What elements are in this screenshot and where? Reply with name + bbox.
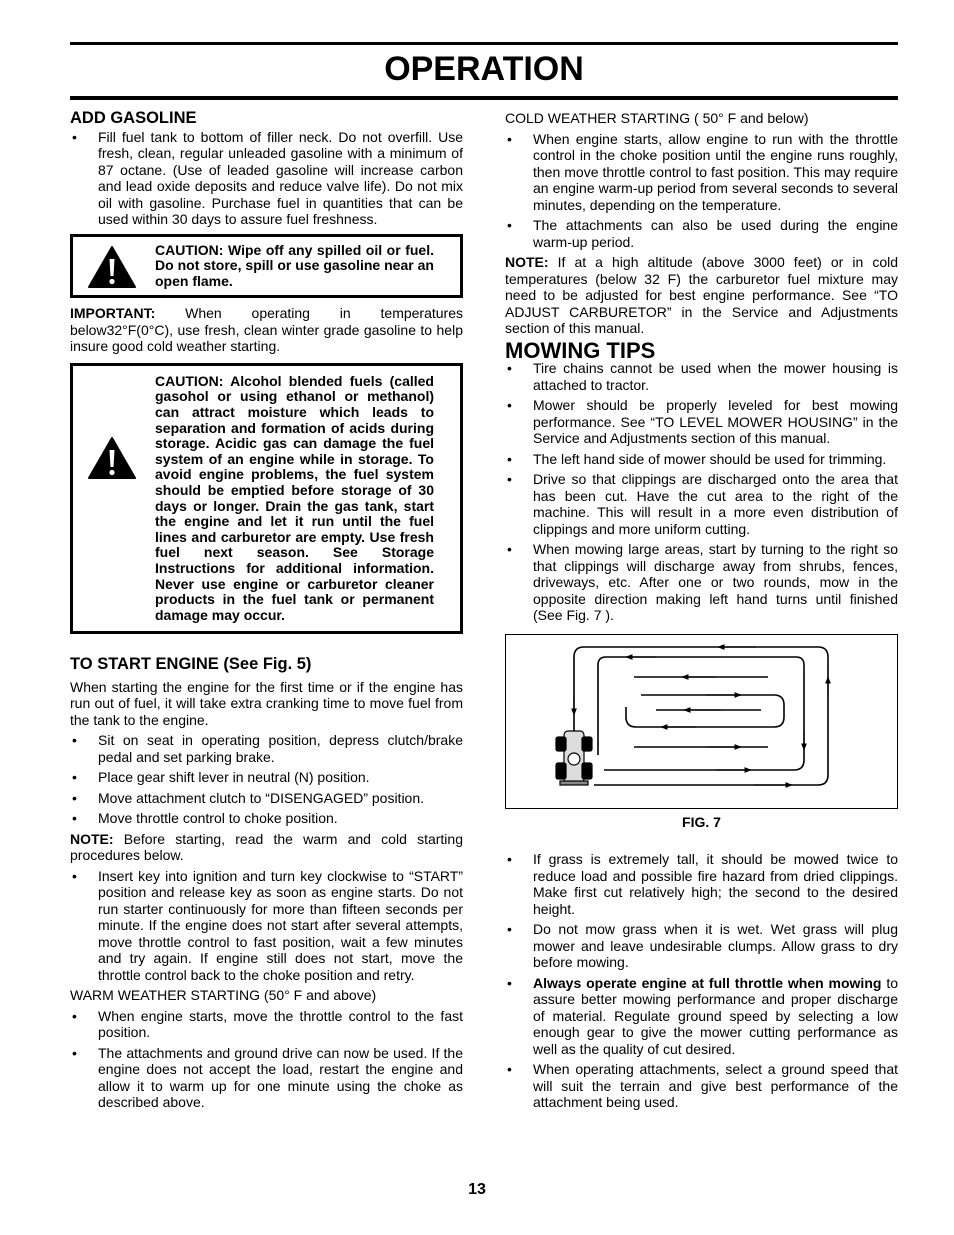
start-engine-heading: TO START ENGINE (See Fig. 5) [70, 655, 312, 674]
throttle-bold-text: Always operate engine at full throttle when mowing [533, 974, 882, 991]
list-item: • The left hand side of mower should be used for trimming. [505, 451, 898, 468]
caution-text: CAUTION: Alcohol blended fuels (called gasohol or using ethanol or methanol) can attract moisture which leads to separation and formation of acids during storage. Acidic gas can damage the fuel system of an engine while in storage. To avoid engine problems, the fuel system should be emptied before storage of 30 days or longer. Drain the gas tank, start the engine and let it run until the fuel lines and carburetor are empty. Use fresh fuel next season. See Storage Instructions for additional information. Never use engine or carburetor cleaner products in the fuel tank or permanent damage may occur. [155, 372, 434, 623]
cold-weather-list [505, 131, 898, 251]
list-item: • Drive so that clippings are discharged onto the area that has been cut. Have the cut area to the right of the machine. This will result in a more even distribution of clippings and more uniform cutting. [505, 471, 898, 537]
warm-weather-heading: WARM WEATHER STARTING (50° F and above) [70, 987, 377, 1004]
add-gasoline-heading: ADD GASOLINE [70, 109, 197, 127]
caution-box-spill [70, 234, 463, 299]
warning-triangle-icon [87, 436, 137, 480]
page-number: 13 [468, 1181, 486, 1198]
list-item: • Insert key into ignition and turn key clockwise to “START” position and release key as soon as engine starts. Do not run starter continuously for more than fifteen seconds per minute. If the engine does not start after several attempts, move throttle control to fast position, wait a few minutes and try again. If engine still does not start, move the throttle control back to the choke position and retry. [70, 868, 463, 984]
left-column [70, 110, 463, 1115]
list-item: • Fill fuel tank to bottom of filler neck. Do not overfill. Use fresh, clean, regular unleaded gasoline with a minimum of 87 octane. (Use of leaded gasoline will increase carbon and lead oxide deposits and reduce valve life). Do not mix oil with gasoline. Purchase fuel in quantities that can be used within 30 days to assure fuel freshness. [70, 129, 463, 228]
note-label: NOTE: [70, 830, 114, 847]
important-paragraph [70, 305, 463, 355]
note-label: NOTE: [505, 254, 549, 270]
top-rule [70, 42, 898, 45]
page-title: OPERATION [384, 50, 584, 88]
right-column [505, 110, 898, 1115]
mowing-tips-list [505, 360, 898, 624]
mowing-tips-heading: MOWING TIPS [505, 337, 656, 363]
add-gasoline-list [70, 129, 463, 228]
warning-triangle-icon [87, 245, 137, 289]
list-item: • Place gear shift lever in neutral (N) position. [70, 769, 463, 786]
important-text: When operating in temperatures below32°F(0°C), use fresh, clean winter grade gasoline to help insure good cold weather starting. [70, 305, 463, 355]
list-item: • The attachments and ground drive can now be used. If the engine does not accept the load, restart the engine and allow it to warm up for one minute using the choke as described above. [70, 1045, 463, 1111]
list-item: • The attachments can also be used during the engine warm-up period. [505, 217, 898, 250]
note-text: Before starting, read the warm and cold starting procedures below. [70, 830, 463, 864]
cold-weather-heading: COLD WEATHER STARTING ( 50° F and below) [505, 110, 809, 126]
list-item: • When engine starts, allow engine to run with the throttle control in the choke position until the engine runs roughly, then move throttle control to fast position. This may require an engine warm-up period from several seconds to several minutes, depending on the temperature. [505, 131, 898, 214]
start-engine-list [70, 732, 463, 827]
list-item: • Move attachment clutch to “DISENGAGED” position. [70, 790, 463, 807]
tractor-icon [556, 731, 592, 785]
altitude-note [505, 254, 898, 337]
start-note [70, 831, 463, 864]
caution-text: CAUTION: Wipe off any spilled oil or fuel. Do not store, spill or use gasoline near an open flame. [155, 241, 434, 289]
list-item: • Mower should be properly leveled for best mowing performance. See “TO LEVEL MOWER HOUSING” in the Service and Adjustments section of this manual. [505, 397, 898, 447]
title-rule [70, 96, 898, 100]
mowing-pattern-figure [505, 634, 898, 809]
list-item: • When engine starts, move the throttle control to the fast position. [70, 1008, 463, 1041]
list-item: • Tire chains cannot be used when the mower housing is attached to tractor. [505, 360, 898, 393]
start-engine-intro: When starting the engine for the first time or if the engine has run out of fuel, it will take extra cranking time to move fuel from the tank to the engine. [70, 678, 463, 728]
start-engine-list-2 [70, 868, 463, 984]
list-item: • When mowing large areas, start by turning to the right so that clippings will discharge away from shrubs, fences, driveways, etc. After one or two rounds, mow in the opposite direction making left hand turns until finished (See Fig. 7 ). [505, 541, 898, 624]
warm-weather-list [70, 1008, 463, 1111]
caution-box-alcohol [70, 363, 463, 635]
mowing-pattern-diagram [506, 635, 897, 808]
list-item: • Sit on seat in operating position, depress clutch/brake pedal and set parking brake. [70, 732, 463, 765]
note-text: If at a high altitude (above 3000 feet) or in cold temperatures (below 32 F) the carburetor fuel mixture may need to be adjusted for best engine performance. See “TO ADJUST CARBURETOR” in the Service and Adjustments section of this manual. [505, 254, 899, 336]
throttle-text: to assure better mowing performance and proper discharge of material. Regulate ground speed by selecting a low enough gear to give the mower cutting performance as well as the quality of cut desired. [533, 974, 899, 1057]
list-item: • When operating attachments, select a ground speed that will suit the terrain and give best performance of the attachment being used. [505, 1061, 898, 1111]
list-item: • If grass is extremely tall, it should be mowed twice to reduce load and possible fire hazard from dried clippings. Make first cut relatively high; the second to the desired height. [505, 851, 898, 917]
mowing-tips-list-2 [505, 851, 898, 1111]
important-label: IMPORTANT: [70, 305, 156, 322]
figure-caption: FIG. 7 [682, 813, 721, 830]
list-item: • Do not mow grass when it is wet. Wet grass will plug mower and leave undesirable clumps. Allow grass to dry before mowing. [505, 921, 898, 971]
list-item [505, 975, 898, 1058]
list-item: • Move throttle control to choke position. [70, 810, 463, 827]
